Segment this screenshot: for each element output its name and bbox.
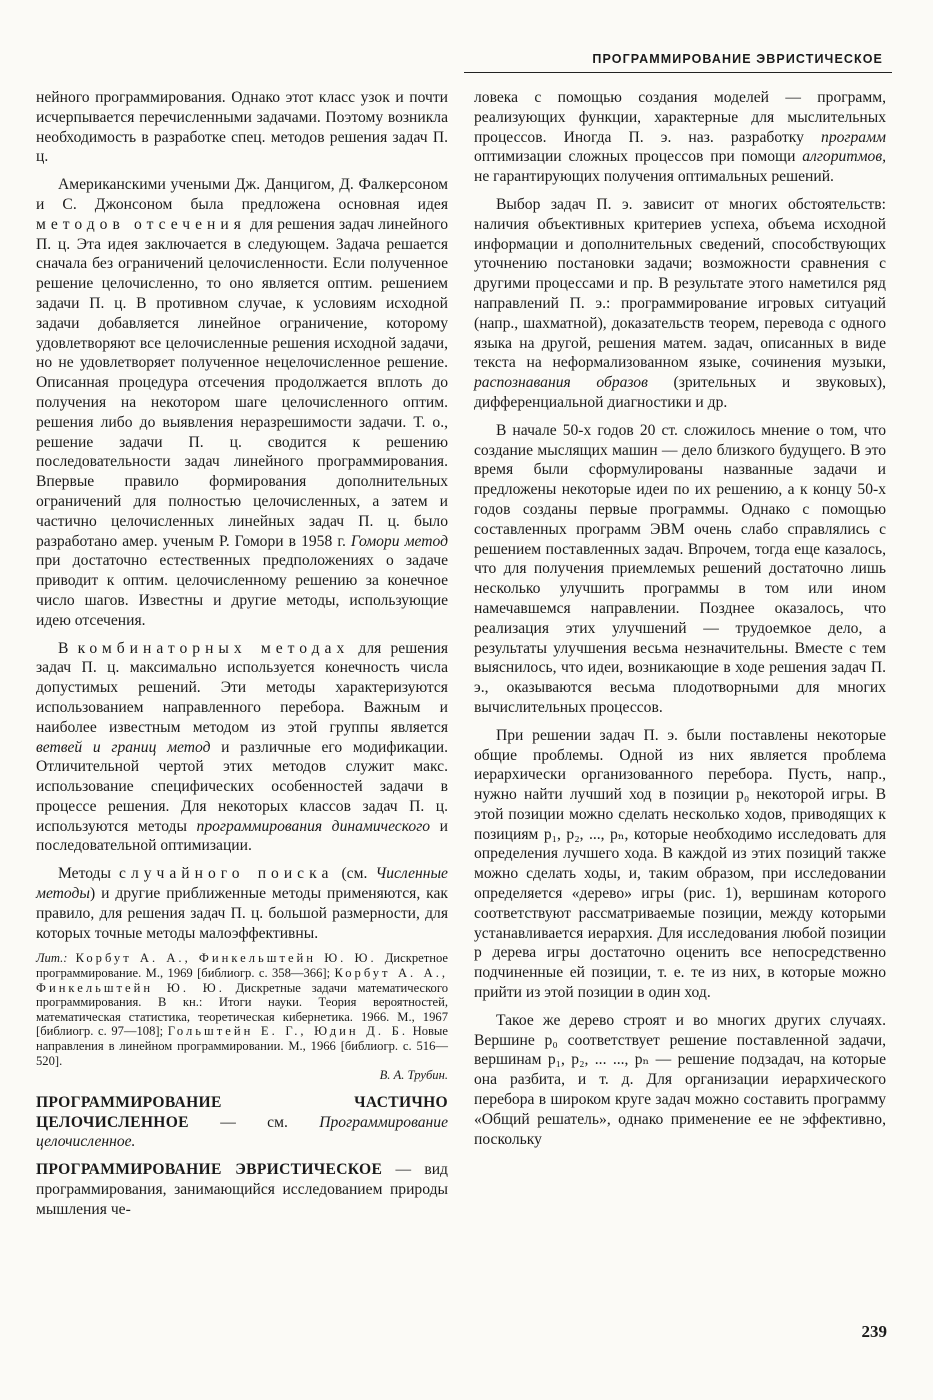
cross-reference: алгоритмов, [802, 148, 886, 166]
article-author: В. А. Трубин. [379, 1068, 448, 1083]
cross-reference: распознавания образов [474, 374, 648, 392]
paragraph: нейного программирования. Однако этот класс узок и почти исчерпывается перечисленными задачами. Поэтому возникла необходимость в разработке спец. методов решения задач П. ц. [36, 89, 448, 166]
literature-list: Лит.: Корбут А. А., Финкельштейн Ю. Ю. Дискретное программирование. М., 1969 [библиогр. с. 358—366]; Корбут А. А., Финкельштейн Ю. Ю. Дискретные задачи математического программирования. В кн.: Итоги науки. Теория вероятностей, математическая статистика, теоретическая кибернетика. 1966. М., 1967 [библиогр. с. 97—108]; Гольштейн Е. Г., Юдин Д. Б. Новые направления в линейном программировании. М., 1966 [библиогр. с. 516—520]. В. А. Трубин. [36, 951, 448, 1083]
paragraph: Выбор задач П. э. зависит от многих обстоятельств: наличия объективных критериев успеха, объема исходной информации и дополнительных сведений, способствующих уточнению постановки задачи; возможности сравнения с другими процессами и пр. В результате этого наметился ряд направлений П. э.: программирование игровых ситуаций (напр., шахматной), доказательств теорем, перевода с одного языка на другой, решения матем. задач, описанных в виде текста на неформализованном языке, сочинения музыки, распознавания образов (зрительных и звуковых), дифференциальной диагностики и др. [474, 195, 886, 411]
cross-reference: ветвей и границ метод [36, 738, 211, 756]
paragraph: Американскими учеными Дж. Данцигом, Д. Фалкерсоном и С. Джонсоном была предложена основная идея методов отсечения для решения задач линейного П. ц. Эта идея заключается в следующем. Задача решается сначала без ограничений целочисленности. Если полученное решение целочисленно, то оно является оптим. решением задачи П. ц. В противном случае, к условиям исходной задачи добавляется линейное ограничение, которому удовлетворяют все целочисленные решения исходной задачи, но не удовлетворяет полученное нецелочисленное решение. Описанная процедура отсечения продолжается вплоть до получения на некотором шаге целочисленного оптим. решения либо до выявления неразрешимости задачи. Т. о., решение задачи П. ц. сводится к решению последовательности задач линейного программирования. Впервые правило формирования дополнительных ограничений для полностью целочисленных, а затем и частично целочисленных линейных задач П. ц. было разработано амер. ученым Р. Гомори в 1958 г. Гомори метод при достаточно естественных предположениях о задаче приводит к оптим. целочисленному решению за конечное число шагов. Известны и другие методы, использующие идею отсечения. [36, 176, 448, 629]
header-rule [464, 72, 892, 73]
cross-reference: программирования динамического [196, 817, 431, 835]
paragraph: Методы случайного поиска (см. Численные методы) и другие приближенные методы применяются, как правило, для решения задач П. ц. большой размерности, для которых точные методы малоэффективны. [36, 865, 448, 942]
lit-label: Лит.: [36, 951, 68, 966]
cross-reference: программ [821, 128, 886, 146]
paragraph: Такое же дерево строят и во многих других случаях. Вершине p₀ соответствует решение поставленной задачи, вершинам p₁, p₂, ... ..., pₙ — решение подзадач, на которые она разбита, и т. д. Для организации иерархического перебора в широком круге задач можно составить программу «Общий решатель», однако применение ее не эффективно, поскольку [474, 1011, 886, 1148]
spaced-term: методов отсечения [36, 215, 246, 233]
spaced-term: случайного поиска [119, 865, 334, 883]
cross-reference: Гомори метод [350, 532, 448, 550]
page-number: 239 [861, 1322, 887, 1341]
left-column [36, 88, 448, 1228]
right-column [474, 88, 886, 1157]
paragraph: ловека с помощью создания моделей — программ, реализующих функции, характерные для мыслительных процессов. Иногда П. э. наз. разработку программ оптимизации сложных процессов при помощи алгоритмов, не гарантирующих получения оптимальных решений. [474, 89, 886, 186]
entry-title: ПРОГРАММИРОВАНИЕ ЭВРИСТИЧЕСКОЕ [36, 1161, 383, 1179]
entry-start: ПРОГРАММИРОВАНИЕ ЭВРИСТИЧЕСКОЕ — вид программирования, занимающийся исследованием природы мышления че- [36, 1161, 448, 1218]
spaced-term: комбинаторных методах [77, 639, 350, 657]
paragraph: В начале 50-х годов 20 ст. сложилось мнение о том, что создание мыслящих машин — дело близкого будущего. В это время были сформулированы названные задачи и предложены некоторые идеи по их решению, а к концу 50-х годов созданы первые программы. Однако с помощью составленных программ ЭВМ очень слабо справлялись с решением поставленных задач. Впрочем, тогда еще казалось, что для получения приемлемых решений достаточно лишь несколько улучшить программы в том или ином намечавшемся направлении. Позднее оказалось, что реализация этих улучшений — трудоемкое дело, а результаты улучшения весьма незначительны. Вместе с тем выяснилось, что идеи, возникающие в ходе решения задач П. э., оказываются весьма плодотворными для многих вычислительных процессов. [474, 421, 886, 716]
cross-reference: Программирование целочисленное. [36, 1113, 448, 1151]
entry-title: ПРОГРАММИРОВАНИЕ ЧАСТИЧНО ЦЕЛОЧИСЛЕННОЕ [36, 1093, 448, 1131]
paragraph: В комбинаторных методах для решения задач П. ц. максимально используется конечность числа допустимых решений. Эти методы характеризуются использованием направленного перебора. Важным и наиболее известным методом из этой группы является ветвей и границ метод и различные его модификации. Отличительной чертой этих методов служит макс. использование специфических особенностей задачи в процессе решения. Для некоторых классов задач П. ц. используются методы программирования динамического и последовательной оптимизации. [36, 639, 449, 855]
entry-cross-reference: ПРОГРАММИРОВАНИЕ ЧАСТИЧНО ЦЕЛОЧИСЛЕННОЕ — см. Программирование целочисленное. [36, 1093, 448, 1151]
cross-reference: Численные методы [36, 865, 448, 903]
paragraph: При решении задач П. э. были поставлены некоторые общие проблемы. Одной из них является проблема иерархически организованного перебора. Пусть, напр., нужно найти лучший ход в позиции p₀ некоторой игры. В этой позиции можно сделать несколько ходов, приводящих к позициям p₁, p₂, ..., pₙ, которые необходимо исследовать для определения лучшего хода. В каждой из этих позиций также можно сделать ходы, и, таким образом, при исследовании определяется «дерево» игры (рис. 1), вершинам которого соответствуют рассматриваемые позиции, между которыми устанавливается иерархия. Для исследования любой позиции p дерева игры достаточно оценить все непосредственно подчиненные ей позиции, т. е. те из них, в которые можно прийти из этой позиции в один ход. [474, 726, 886, 1002]
running-head: ПРОГРАММИРОВАНИЕ ЭВРИСТИЧЕСКОЕ [592, 52, 883, 66]
